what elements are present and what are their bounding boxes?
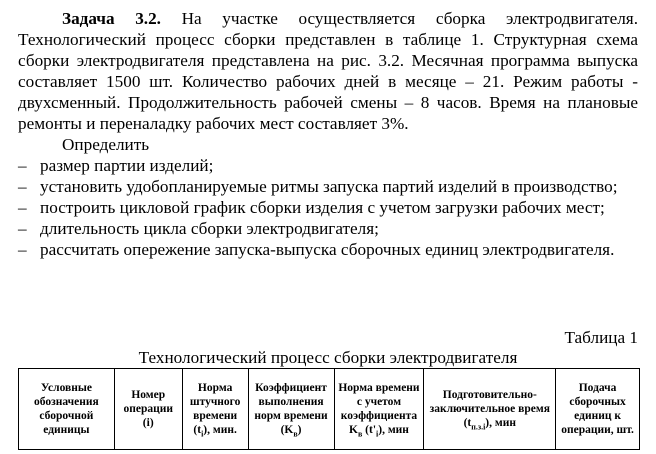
requirements-list bbox=[18, 155, 638, 260]
list-item-text: установить удобопланируемые ритмы запуска партий изделий в производство; bbox=[40, 177, 618, 196]
list-dash: – bbox=[18, 177, 27, 196]
table-header-row bbox=[19, 369, 640, 450]
list-dash: – bbox=[18, 219, 27, 238]
list-dash: – bbox=[18, 198, 27, 217]
header-supply: Подача сборочных единиц к операции, шт. bbox=[556, 369, 640, 450]
task-body: На участке осуществляется сборка электродвигателя. Технологический процесс сборки представлен в таблице 1. Структурная схема сборки электродвигателя представлена на рис. 3.2. Месячная программа выпуска составляет 1500 шт. Количество рабочих дней в месяце – 21. Режим работы - двухсменный. Продолжительность рабочей смены – 8 часов. Время на плановые ремонты и переналадку рабочих мест составляет 3%. bbox=[18, 9, 638, 133]
list-dash: – bbox=[18, 240, 27, 259]
list-item bbox=[18, 239, 638, 260]
table-number: Таблица 1 bbox=[564, 328, 638, 347]
header-coefficient: Коэффициент выполнения норм времени $(K_в)$ bbox=[248, 369, 334, 450]
task-paragraph bbox=[18, 8, 638, 134]
header-operation: Номер операции (i) bbox=[114, 369, 182, 450]
header-prep-time: Подготовительно-заключительное время $(t_{п.з.i})$, мин bbox=[424, 369, 556, 450]
header-norm-time: Норма штучного времени $(t_i)$, мин. bbox=[182, 369, 248, 450]
define-label: Определить bbox=[62, 135, 150, 154]
task-label: Задача 3.2. bbox=[62, 9, 161, 28]
list-item bbox=[18, 176, 638, 197]
header-unit: Условные обозначения сборочной единицы bbox=[19, 369, 115, 450]
list-item-text: рассчитать опережение запуска-выпуска сборочных единиц электродвигателя. bbox=[40, 240, 615, 259]
list-item-text: длительность цикла сборки электродвигателя; bbox=[40, 219, 379, 238]
list-item bbox=[18, 218, 638, 239]
header-adjusted-norm: Норма времени с учетом коэффициента $K_в$ $(t'_i)$, мин bbox=[334, 369, 424, 450]
list-item-text: размер партии изделий; bbox=[40, 156, 214, 175]
table-caption: Технологический процесс сборки электродвигателя bbox=[138, 348, 518, 367]
list-item-text: построить цикловой график сборки изделия с учетом загрузки рабочих мест; bbox=[40, 198, 605, 217]
list-dash: – bbox=[18, 156, 27, 175]
list-item bbox=[18, 197, 638, 218]
process-table bbox=[18, 368, 640, 450]
list-item bbox=[18, 155, 638, 176]
